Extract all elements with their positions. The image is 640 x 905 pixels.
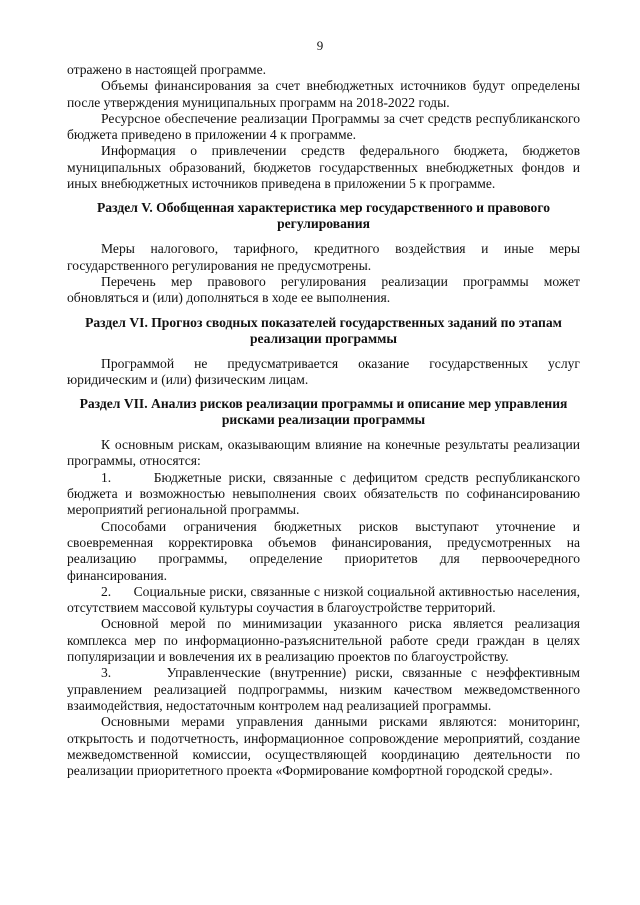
section-heading-vii: Раздел VII. Анализ рисков реализации программы и описание мер управления рисками реализации программы [79,396,568,428]
paragraph: Программой не предусматривается оказание государственных услуг юридическим и (или) физическим лицам. [67,355,580,387]
paragraph: Способами ограничения бюджетных рисков выступают уточнение и своевременная корректировка объемов финансирования, предусмотренных на реализацию программы, определение приоритетов для первоочередного финансирования. [67,518,580,583]
paragraph: К основным рискам, оказывающим влияние на конечные результаты реализации программы, относятся: [67,437,580,469]
list-item-2: 2. Социальные риски, связанные с низкой социальной активностью населения, отсутствием массовой культуры соучастия в благоустройстве территорий. [67,583,580,616]
paragraph: Ресурсное обеспечение реализации Программы за счет средств республиканского бюджета приведено в приложении 4 к программе. [67,110,580,143]
paragraph: Основной мерой по минимизации указанного риска является реализация комплекса мер по информационно-разъяснительной работе среди граждан в целях популяризации и вовлечения их в реализацию проектов по благоустройству. [67,616,580,665]
paragraph: Информация о привлечении средств федерального бюджета, бюджетов муниципальных образований, бюджетов государственных внебюджетных фондов и иных внебюджетных источников приведена в приложении 5 к программе. [67,143,580,192]
list-item-1: 1. Бюджетные риски, связанные с дефицитом средств республиканского бюджета и возможностью невыполнения своих обязательств по софинансированию мероприятий региональной программы. [67,469,580,518]
paragraph: Объемы финансирования за счет внебюджетных источников будут определены после утверждения муниципальных программ на 2018-2022 годы. [67,78,580,110]
page-number: 9 [316,38,324,53]
paragraph: Перечень мер правового регулирования реализации программы может обновляться и (или) дополняться в ходе ее выполнения. [67,273,580,306]
document-body [67,62,580,779]
paragraph: Меры налогового, тарифного, кредитного воздействия и иные меры государственного регулирования не предусмотрены. [67,241,580,273]
list-item-3: 3. Управленческие (внутренние) риски, связанные с неэффективным управлением реализацией подпрограммы, низким качеством межведомственного взаимодействия, недостаточным контролем над реализацией программы. [67,665,580,713]
section-heading-vi: Раздел VI. Прогноз сводных показателей государственных заданий по этапам реализации программы [85,314,562,346]
paragraph: Основными мерами управления данными рисками являются: мониторинг, открытость и подотчетность, информационное сопровождение мероприятий, создание межведомственной комиссии, осуществляющей координацию деятельности по реализации приоритетного проекта «Формирование комфортной городской среды». [67,714,580,779]
paragraph: отражено в настоящей программе. [67,62,267,77]
section-heading-v: Раздел V. Обобщенная характеристика мер государственного и правового регулирования [97,200,550,232]
